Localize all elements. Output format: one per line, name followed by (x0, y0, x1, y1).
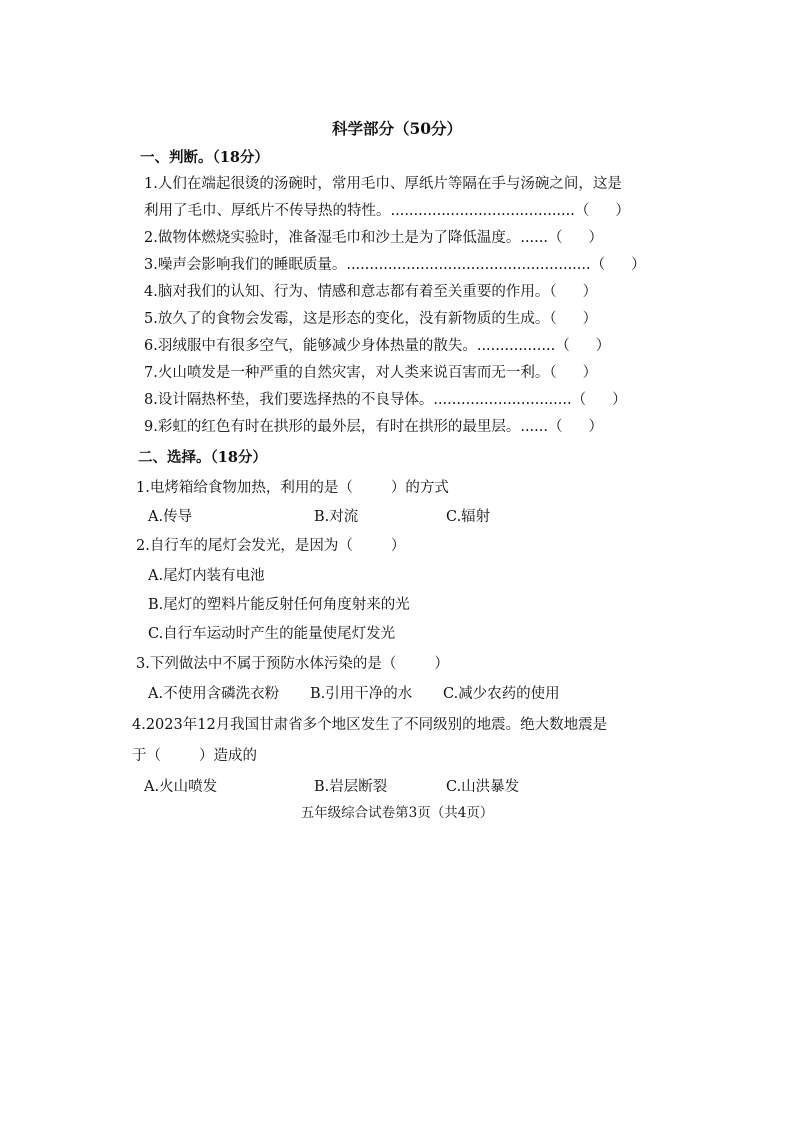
choice-q1-stem-a: 1.电烤箱给食物加热，利用的是（ (136, 480, 353, 496)
choice-q4-stem-b: ）造成的 (199, 748, 257, 764)
tf-item-8 (144, 390, 627, 410)
section-heading-true-false: 一、判断。（18分） (140, 149, 269, 166)
choice-q1-option-a[interactable]: A.传导 (148, 509, 193, 525)
choice-q2-stem (136, 536, 405, 556)
choice-q4-option-a[interactable]: A.火山喷发 (144, 779, 218, 795)
choice-q3-option-a[interactable]: A.不使用含磷洗衣粉 (148, 686, 280, 702)
tf-item-7 (144, 363, 597, 383)
tf-item-2 (144, 228, 603, 248)
tf-close-paren: ） (631, 257, 646, 273)
tf-close-paren: ） (612, 392, 627, 408)
tf-item-3 (144, 255, 646, 275)
tf-item-1-text: 利用了毛巾、厚纸片不传导热的特性。........................................（ (144, 203, 590, 219)
tf-close-paren: ） (582, 284, 598, 300)
tf-item-2-text: 2.做物体燃烧实验时，准备湿毛巾和沙土是为了降低温度。......（ (144, 230, 563, 246)
tf-item-3-text: 3.噪声会影响我们的睡眠质量。.....................................................（ (144, 257, 606, 273)
choice-q4-option-b[interactable]: B.岩层断裂 (314, 779, 388, 795)
choice-q3-stem-b: ） (434, 656, 449, 672)
tf-close-paren: ） (588, 419, 603, 435)
choice-q2-stem-a: 2.自行车的尾灯会发光，是因为（ (136, 538, 353, 554)
choice-q3-stem-a: 3.下列做法中不属于预防水体污染的是（ (136, 656, 397, 672)
tf-item-1-line1: 1.人们在端起很烫的汤碗时，常用毛巾、厚纸片等隔在手与汤碗之间，这是 (144, 176, 622, 192)
choice-q1-stem-b: ）的方式 (390, 480, 449, 496)
choice-q2-stem-b: ） (390, 538, 406, 554)
choice-q2-option-b[interactable]: B.尾灯的塑料片能反射任何角度射来的光 (148, 597, 410, 613)
tf-item-4-text: 4.脑对我们的认知、行为、情感和意志都有着至关重要的作用。（ (144, 284, 557, 300)
choice-q4-option-c[interactable]: C.山洪暴发 (446, 779, 520, 795)
tf-item-5-text: 5.放久了的食物会发霉，这是形态的变化，没有新物质的生成。（ (144, 311, 557, 327)
choice-q3-stem (136, 654, 449, 674)
choice-q1-stem (136, 478, 449, 498)
tf-item-9 (144, 417, 603, 437)
tf-item-4 (144, 282, 597, 302)
tf-item-9-text: 9.彩虹的红色有时在拱形的最外层，有时在拱形的最里层。......（ (144, 419, 563, 435)
tf-item-1-line2 (144, 201, 630, 221)
choice-q3-option-b[interactable]: B.引用干净的水 (310, 686, 413, 702)
choice-q2-option-c[interactable]: C.自行车运动时产生的能量使尾灯发光 (148, 626, 396, 642)
choice-q3-option-c[interactable]: C.减少农药的使用 (443, 686, 560, 702)
tf-close-paren: ） (582, 311, 598, 327)
choice-q4-stem-a: 于（ (132, 748, 161, 764)
tf-close-paren: ） (595, 338, 611, 354)
choice-q1-option-b[interactable]: B.对流 (314, 509, 359, 525)
tf-item-8-text: 8.设计隔热杯垫，我们要选择热的不良导体。..............................（ (144, 392, 587, 408)
tf-item-6 (144, 336, 610, 356)
tf-close-paren: ） (615, 203, 630, 219)
section-title: 科学部分（50分） (331, 119, 463, 138)
tf-item-6-text: 6.羽绒服中有很多空气，能够减少身体热量的散失。.................（ (144, 338, 570, 354)
tf-item-5 (144, 309, 597, 329)
tf-close-paren: ） (588, 230, 603, 246)
choice-q1-option-c[interactable]: C.辐射 (446, 509, 491, 525)
section-heading-choice: 二、选择。（18分） (138, 449, 267, 466)
choice-q4-line1: 4.2023年12月我国甘肃省多个地区发生了不同级别的地震。绝大数地震是 (132, 717, 608, 733)
choice-q4-stem (132, 746, 257, 766)
page-footer: 五年级综合试卷第3页（共4页） (300, 805, 494, 821)
choice-q2-option-a[interactable]: A.尾灯内装有电池 (148, 568, 265, 584)
tf-item-7-text: 7.火山喷发是一种严重的自然灾害，对人类来说百害而无一利。（ (144, 365, 557, 381)
tf-close-paren: ） (582, 365, 598, 381)
